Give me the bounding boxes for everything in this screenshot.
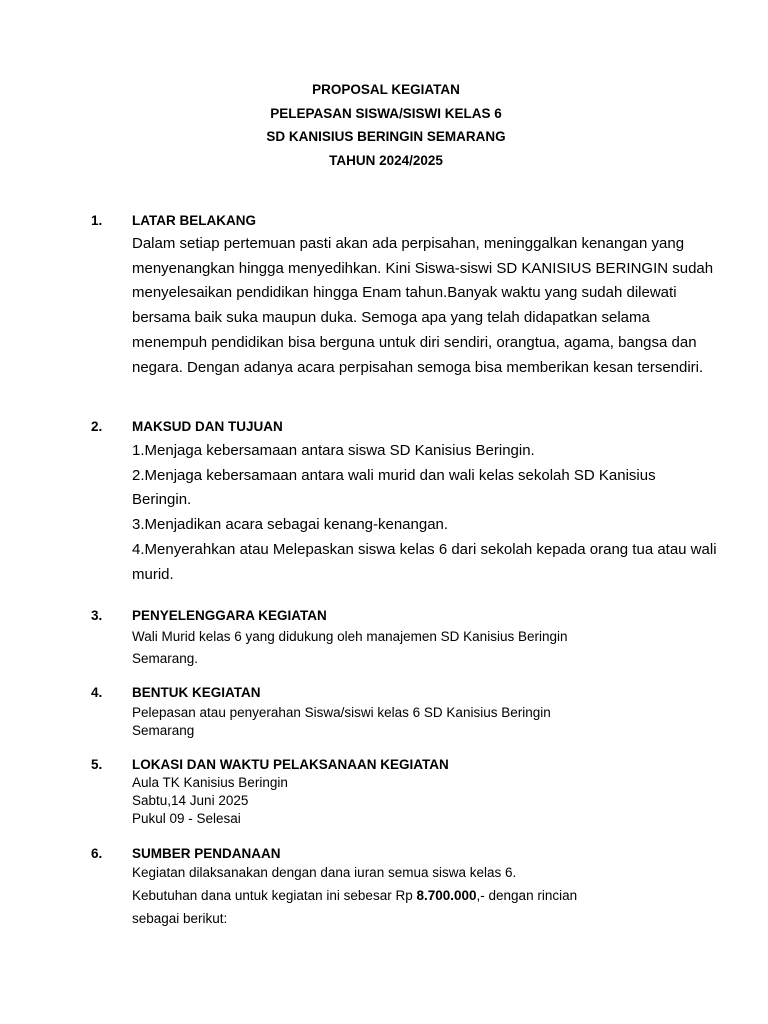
document-title — [0, 78, 768, 172]
section-number: 4. — [91, 685, 103, 700]
funding-prefix: Kebutuhan dana untuk kegiatan ini sebesar Rp — [132, 888, 417, 903]
section-body — [132, 628, 722, 668]
body-line: Wali Murid kelas 6 yang didukung oleh manajemen SD Kanisius Beringin — [132, 629, 568, 644]
section-number: 1. — [91, 213, 103, 228]
section-body — [132, 704, 722, 740]
title-line-4: TAHUN 2024/2025 — [329, 152, 443, 168]
section-heading: LATAR BELAKANG — [132, 213, 256, 228]
time-text: Pukul 09 - Selesai — [132, 811, 241, 826]
body-line: Semarang — [132, 723, 195, 738]
location-text: Aula TK Kanisius Beringin — [132, 775, 288, 790]
section-heading: PENYELENGGARA KEGIATAN — [132, 608, 327, 623]
section-heading: BENTUK KEGIATAN — [132, 685, 261, 700]
section-body — [132, 774, 722, 828]
funding-amount: 8.700.000 — [416, 888, 477, 903]
list-item: 1.Menjaga kebersamaan antara siswa SD Kanisius Beringin. — [132, 442, 535, 459]
section-heading: LOKASI DAN WAKTU PELAKSANAAN KEGIATAN — [132, 757, 449, 772]
list-item: 2.Menjaga kebersamaan antara wali murid dan wali kelas sekolah SD Kanisius Beringin. — [132, 466, 656, 509]
objective-list — [132, 439, 722, 587]
title-line-1: PROPOSAL KEGIATAN — [312, 82, 460, 97]
section-paragraph: Dalam setiap pertemuan pasti akan ada perpisahan, meninggalkan kenangan yang menyenangkan hingga menyedihkan. Kini Siswa-siswi SD KANISIUS BERINGIN sudah menyelesaikan pendidikan hingga Enam tahun.Banyak waktu yang sudah dilewati bersama baik suka maupun duka. Semoga apa yang telah didapatkan selama menempuh pendidikan bisa berguna untuk diri sendiri, orangtua, agama, bangsa dan negara. Dengan adanya acara perpisahan semoga bisa memberikan kesan tersendiri. — [132, 235, 714, 376]
section-number: 2. — [91, 419, 103, 434]
body-line: Semarang. — [132, 651, 199, 666]
body-line: Kegiatan dilaksanakan dengan dana iuran semua siswa kelas 6. — [132, 865, 517, 880]
body-line: Pelepasan atau penyerahan Siswa/siswi kelas 6 SD Kanisius Beringin — [132, 705, 551, 720]
section-number: 6. — [91, 846, 103, 861]
funding-suffix: ,- dengan rincian — [476, 888, 578, 903]
list-item: 4.Menyerahkan atau Melepaskan siswa kelas 6 dari sekolah kepada orang tua atau wali murid. — [132, 540, 717, 583]
funding-line — [132, 887, 722, 905]
section-body — [132, 864, 722, 928]
list-item: 3.Menjadikan acara sebagai kenang-kenangan. — [132, 516, 449, 534]
date-text: Sabtu,14 Juni 2025 — [132, 793, 249, 808]
section-heading: SUMBER PENDANAAN — [132, 846, 281, 861]
section-number: 5. — [91, 757, 103, 772]
section-number: 3. — [91, 608, 103, 623]
body-line: sebagai berikut: — [132, 911, 228, 926]
title-line-3: SD KANISIUS BERINGIN SEMARANG — [266, 129, 506, 144]
title-line-2: PELEPASAN SISWA/SISWI KELAS 6 — [270, 105, 502, 121]
section-heading: MAKSUD DAN TUJUAN — [132, 419, 283, 434]
